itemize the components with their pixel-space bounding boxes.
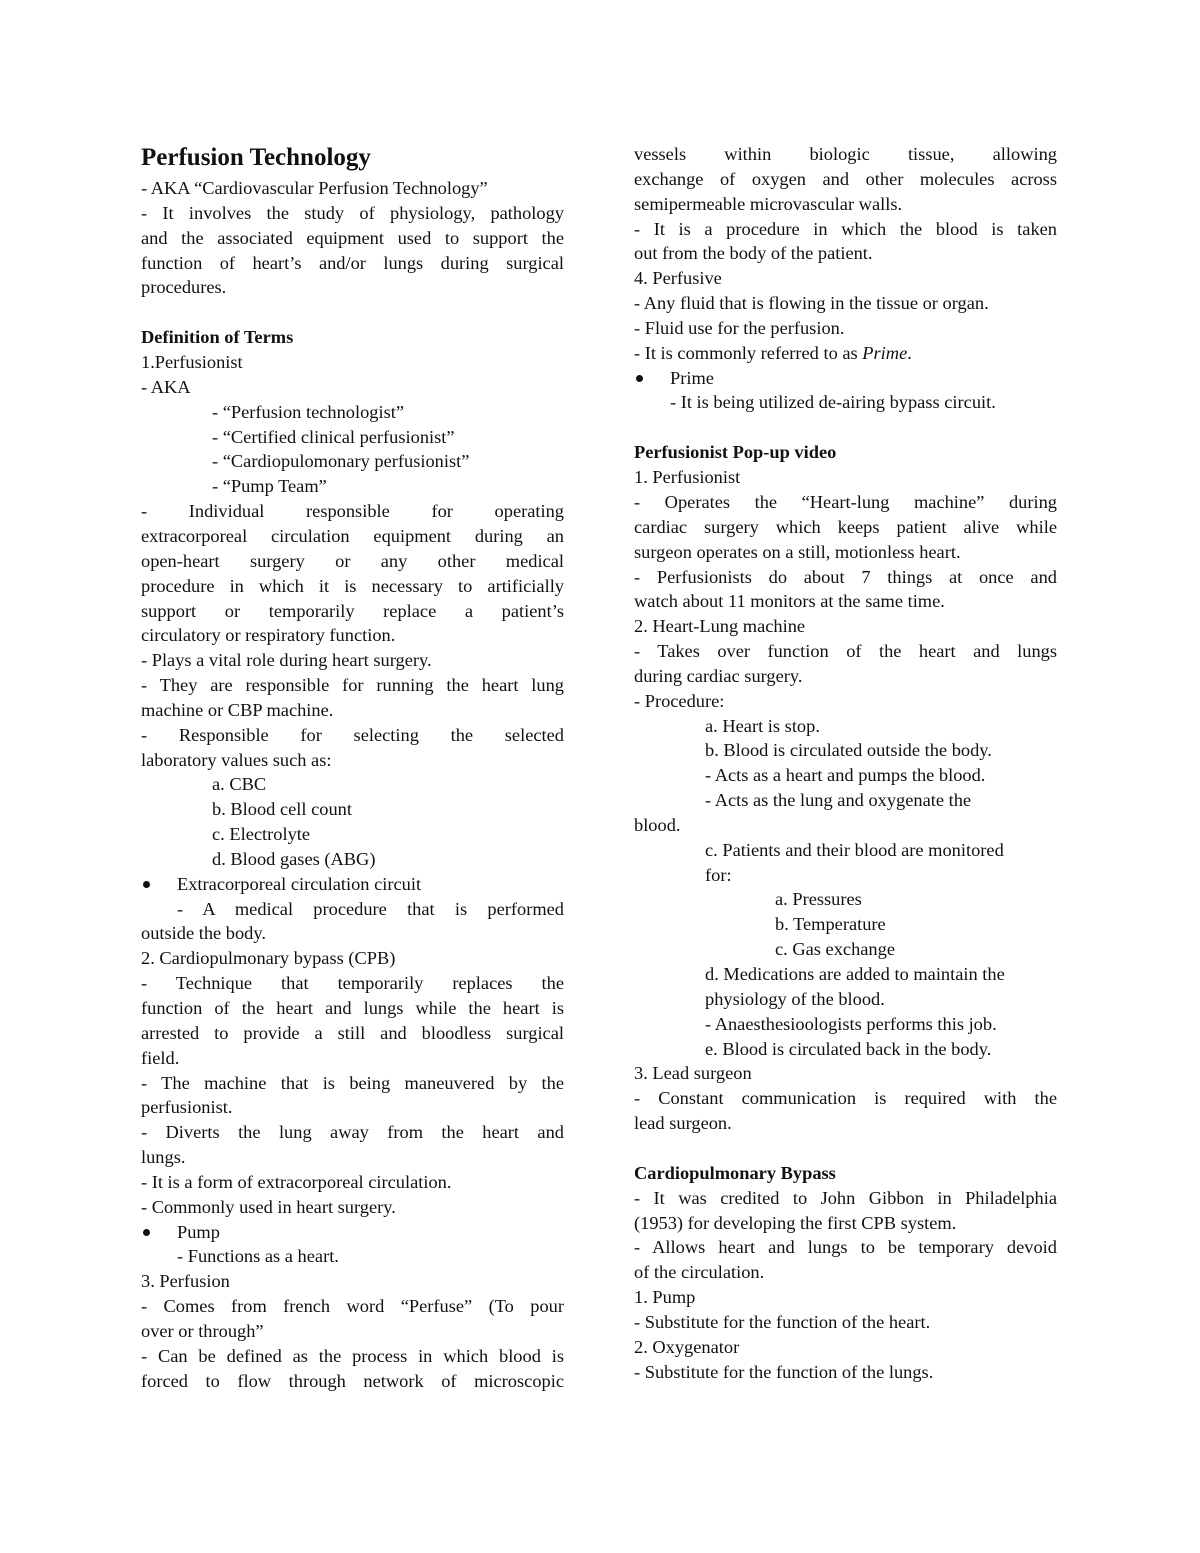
text-line: 3. Lead surgeon (634, 1063, 752, 1084)
text-line: function of the heart and lungs while the heart is (141, 998, 564, 1018)
text-fragment: - It is commonly referred to as (634, 342, 863, 363)
document-title: Perfusion Technology (141, 144, 371, 171)
text-line: 1. Pump (634, 1287, 696, 1308)
text-line: procedure in which it is necessary to artificially (141, 575, 564, 596)
text-line: - Any fluid that is flowing in the tissue or organ. (634, 293, 989, 314)
text-line: - Fluid use for the perfusion. (634, 317, 845, 338)
text-line: semipermeable microvascular walls. (634, 193, 903, 214)
section-heading-popup-video: Perfusionist Pop-up video (634, 442, 837, 463)
text-line: machine or CBP machine. (141, 699, 334, 720)
list-item: a. Heart is stop. (705, 715, 820, 736)
spacer (634, 1136, 1057, 1161)
list-item: - Acts as a heart and pumps the blood. (705, 765, 986, 786)
text-line: - Plays a vital role during heart surgery. (141, 650, 432, 671)
right-column (634, 0, 1057, 1385)
bullet-icon (143, 881, 150, 888)
text-line: 3. Perfusion (141, 1271, 230, 1292)
text-line: surgeon operates on a still, motionless heart. (634, 541, 961, 562)
text-line: out from the body of the patient. (634, 243, 873, 264)
section-heading-definition-of-terms: Definition of Terms (141, 327, 294, 348)
text-line: - “Cardiopulomonary perfusionist” (212, 451, 470, 472)
left-column (141, 0, 564, 1394)
spacer (141, 300, 564, 325)
text-line: - Comes from french word “Perfuse” (To pour (141, 1296, 564, 1317)
text-line: - A medical procedure that is performed (177, 898, 564, 919)
text-line: perfusionist. (141, 1097, 233, 1118)
bullet-item (141, 872, 564, 897)
text-line: - It is a form of extracorporeal circulation. (141, 1171, 452, 1192)
text-line: - Diverts the lung away from the heart and (141, 1122, 564, 1143)
text-line: - “Perfusion technologist” (212, 401, 405, 422)
bullet-item (141, 1220, 564, 1245)
text-line: support or temporarily replace a patient’s (141, 600, 564, 621)
list-item: - Anaesthesioologists performs this job. (705, 1013, 997, 1034)
text-line: - It was credited to John Gibbon in Philadelphia (634, 1187, 1057, 1208)
bullet-label: Extracorporeal circulation circuit (177, 873, 422, 894)
text-line: cardiac surgery which keeps patient alive while (634, 516, 1057, 537)
bullet-label: Pump (177, 1221, 220, 1242)
text-line: - It is a procedure in which the blood is taken (634, 218, 1057, 239)
text-line: and the associated equipment used to support the (141, 227, 564, 248)
text-line (634, 341, 1057, 366)
bullet-item (634, 366, 1057, 391)
text-line: - Technique that temporarily replaces the (141, 973, 564, 994)
text-line: - Perfusionists do about 7 things at once and (634, 566, 1057, 587)
list-item: c. Gas exchange (775, 939, 895, 960)
text-line: - AKA “Cardiovascular Perfusion Technology” (141, 178, 488, 198)
text-line: - The machine that is being maneuvered by the (141, 1072, 564, 1093)
text-line: during cardiac surgery. (634, 665, 803, 686)
list-item: d. Medications are added to maintain the (705, 964, 1005, 984)
text-line: lungs. (141, 1147, 186, 1168)
text-line: - Allows heart and lungs to be temporary devoid (634, 1237, 1057, 1258)
text-line: 1. Perfusionist (634, 467, 741, 488)
text-line: lead surgeon. (634, 1113, 732, 1134)
text-line: blood. (634, 814, 681, 835)
list-item: c. Electrolyte (212, 824, 311, 845)
text-line: (1953) for developing the first CPB system. (634, 1212, 957, 1233)
text-line: - Functions as a heart. (177, 1246, 339, 1267)
section-heading-cardiopulmonary-bypass: Cardiopulmonary Bypass (634, 1162, 836, 1183)
text-line: field. (141, 1047, 180, 1068)
text-line: - It is being utilized de-airing bypass circuit. (670, 392, 996, 413)
text-line: function of heart’s and/or lungs during surgical (141, 252, 564, 273)
bullet-icon (636, 375, 643, 382)
text-fragment: . (907, 342, 912, 363)
list-item: b. Blood is circulated outside the body. (705, 740, 992, 761)
spacer (634, 415, 1057, 440)
italic-term: Prime (862, 342, 908, 363)
text-line: outside the body. (141, 923, 266, 944)
text-line: - Substitute for the function of the lungs. (634, 1361, 934, 1382)
text-line: 4. Perfusive (634, 268, 722, 289)
list-item: e. Blood is circulated back in the body. (705, 1038, 992, 1059)
text-line: extracorporeal circulation equipment during an (141, 525, 564, 546)
text-line: arrested to provide a still and bloodless surgical (141, 1022, 564, 1043)
text-line: circulatory or respiratory function. (141, 625, 396, 646)
text-line: forced to flow through network of microscopic (141, 1370, 564, 1391)
text-line: laboratory values such as: (141, 749, 332, 770)
list-item: a. Pressures (775, 889, 862, 910)
text-line: - “Pump Team” (212, 476, 327, 497)
text-line: - They are responsible for running the heart lung (141, 675, 564, 696)
text-line: 2. Heart-Lung machine (634, 616, 806, 637)
text-line: - Can be defined as the process in which blood is (141, 1345, 564, 1366)
text-line: - Procedure: (634, 690, 725, 711)
list-item: for: (705, 864, 732, 885)
text-line: - Operates the “Heart-lung machine” during (634, 491, 1057, 512)
text-line: - Substitute for the function of the heart. (634, 1311, 931, 1332)
list-item: d. Blood gases (ABG) (212, 848, 376, 869)
text-line: - Constant communication is required with the (634, 1088, 1057, 1109)
list-item: a. CBC (212, 774, 267, 795)
text-line: over or through” (141, 1320, 264, 1341)
text-line: open-heart surgery or any other medical (141, 550, 564, 571)
text-line: - Commonly used in heart surgery. (141, 1196, 396, 1217)
text-line: of the circulation. (634, 1262, 765, 1283)
bullet-icon (143, 1229, 150, 1236)
text-line: 2. Cardiopulmonary bypass (CPB) (141, 948, 396, 969)
text-line: vessels within biologic tissue, allowing (634, 144, 1057, 164)
text-line: 1.Perfusionist (141, 352, 243, 373)
list-item: physiology of the blood. (705, 988, 885, 1009)
text-line: watch about 11 monitors at the same time. (634, 591, 945, 612)
text-line: - “Certified clinical perfusionist” (212, 426, 455, 447)
text-line: - AKA (141, 376, 191, 397)
bullet-label: Prime (670, 367, 714, 388)
list-item: - Acts as the lung and oxygenate the (705, 790, 972, 811)
list-item: c. Patients and their blood are monitored (705, 839, 1004, 860)
list-item: b. Temperature (775, 914, 886, 935)
text-line: - Responsible for selecting the selected (141, 724, 564, 745)
text-line: - Individual responsible for operating (141, 501, 564, 522)
text-line: 2. Oxygenator (634, 1336, 740, 1357)
text-line: procedures. (141, 277, 227, 298)
text-line: - Takes over function of the heart and lungs (634, 641, 1057, 662)
text-line: exchange of oxygen and other molecules across (634, 168, 1057, 189)
text-line: - It involves the study of physiology, pathology (141, 202, 564, 223)
list-item: b. Blood cell count (212, 799, 352, 820)
